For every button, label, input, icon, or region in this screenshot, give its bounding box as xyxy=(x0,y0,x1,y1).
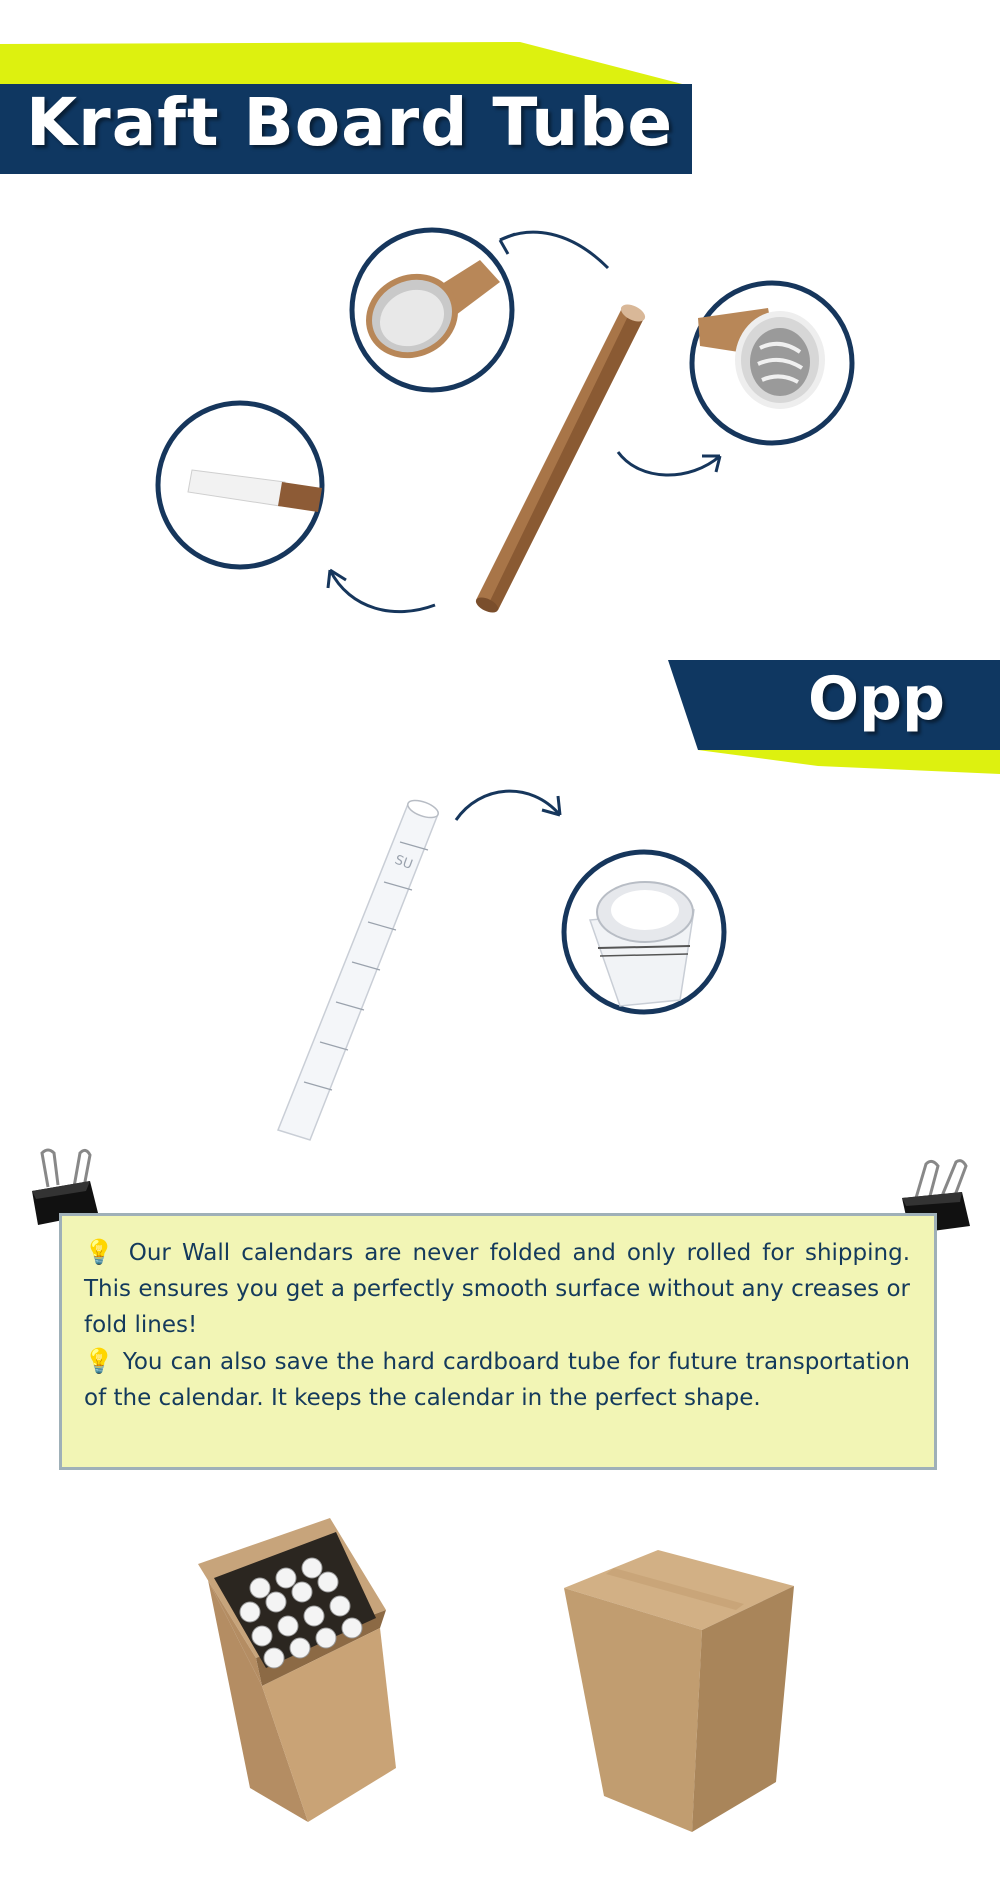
shipping-note xyxy=(59,1213,937,1470)
opp-tube-image xyxy=(278,797,440,1140)
kraft-tube-illustration xyxy=(150,220,730,640)
open-box-with-tubes-image xyxy=(190,1518,450,1828)
tube-inner-view-circle xyxy=(352,230,512,390)
kraft-banner-title: Kraft Board Tube xyxy=(26,84,674,161)
arrow-right xyxy=(618,452,720,475)
lightbulb-icon: 💡 xyxy=(84,1347,115,1375)
tube-end-view xyxy=(688,278,858,448)
lightbulb-icon: 💡 xyxy=(84,1238,118,1266)
note-paragraph-2: You can also save the hard cardboard tube for future transportation of the calendar. It keeps the calendar in the perfect shape. xyxy=(84,1349,911,1411)
opp-banner-title: Opp xyxy=(808,664,945,734)
arrow-top xyxy=(500,232,608,268)
arrow-left xyxy=(328,570,435,612)
note-paragraph-1: Our Wall calendars are never folded and only rolled for shipping. This ensures you get a perfectly smooth surface without any creases or fold lines! xyxy=(84,1240,911,1338)
tube-cap-view-circle xyxy=(158,403,322,567)
closed-box-image xyxy=(560,1546,800,1836)
tube-print-label: SU xyxy=(392,852,415,873)
opp-tube-illustration xyxy=(260,770,740,1150)
opp-arrow xyxy=(456,791,560,820)
opp-end-view-circle xyxy=(564,852,724,1012)
